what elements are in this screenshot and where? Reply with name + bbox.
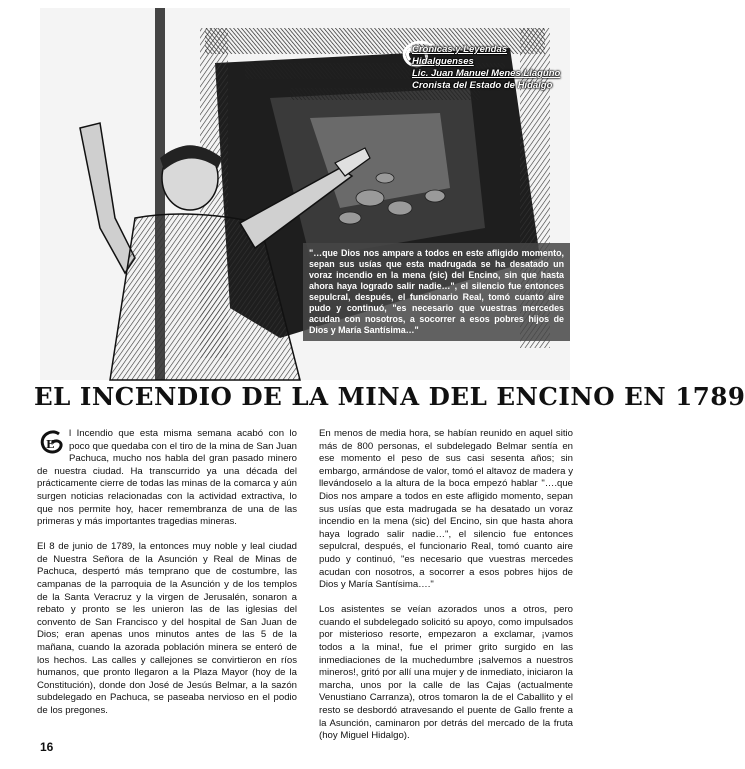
column-left <box>37 428 297 730</box>
author-role: Cronista del Estado de Hidalgo <box>412 80 553 91</box>
paragraph: E l Incendio que esta misma semana acabó con lo poco que quedaba con el tiro de la mina de San Juan Pachuca, mucho nos habla del gran pasado minero de nuestra ciudad. Ha transcurrido ya una década del prácticamente cierre de todas las minas de la comarca y aún surgen noticias relacionadas con la actividad extractiva, lo que nos permite hoy, hacer remembranza de una de las primeras y más importantes tragedias mineras. <box>37 428 297 528</box>
article-title: EL INCENDIO DE LA MINA DEL ENCINO EN 1789 <box>34 382 745 411</box>
paragraph: Los asistentes se veían azorados unos a otros, pero cuando el subdelegado solicitó su apoyo, como impulsados por misterioso resorte, empezaron a exclamar, ¡vamos todos a la mina!, fue el primer grito surgido en las inmediaciones de la muchedumbre ¡salvemos a nuestros mineros!, gritó por allí una mujer y de inmediato, iniciaron la marcha, unos por la calle de las Cajas (actualmente Venustiano Carranza), otros tomaron la de el Caballito y el resto se desbordó atravesando el puente de Gallo frente a la Asunción, caminaron por detrás del mercado de la fruta (hoy Miguel Hidalgo). <box>319 604 573 742</box>
svg-text:E: E <box>46 438 55 451</box>
author-name: Lic. Juan Manuel Menes Llaguno <box>412 68 561 79</box>
pull-quote: "…que Dios nos ampare a todos en este afligido momento, sepan sus usías que esta madrugada se ha desatado un voraz incendio en la mena (sic) del Encino, sin que hasta ahora haya logrado salir nadie…", el silencio fue entonces sepulcral, después, el funcionario Real, tomó cuanto aire pudo y continuó, "es necesario que vuestras mercedes acudan con nosotros, a socorrer a esos pobres hijos de Dios y María Santísima…" <box>303 243 570 341</box>
paragraph: En menos de media hora, se habían reunido en aquel sitio más de 800 personas, el subdelegado Belmar sentía en ese momento el peso de sus casi sesenta años; sin embargo, armándose de valor, tomó el altavoz de madera y llevándoselo a la altura de la boca empezó hablar "….que Dios nos ampare a todos en este afligido momento, sepan sus usías que esta madrugada se ha desatado un voraz incendio en la mena (sic) del Encino, sin que hasta ahora haya logrado salir nadie…", el silencio fue entonces sepulcral, después, el funcionario Real, tomó cuanto aire pudo y continuó, "es necesario que vuestras mercedes acudan con nosotros, a socorrer a esos pobres hijos de Dios y María Santísima…." <box>319 428 573 591</box>
dropcap-swirl-icon <box>37 428 65 456</box>
paragraph: El 8 de junio de 1789, la entonces muy noble y leal ciudad de Nuestra Señora de la Asunción y Real de Minas de Pachuca, despertó más temprano que de costumbre, las campanas de la parroquia de la Asunción y de los templos de la Santa Veracruz y la virgen de Jerusalén, sonaron a rebato y pronto se les unieron las de las iglesias del convento de San Francisco y del hospital de San Juan de Dios; eran apenas unos minutos antes de las 5 de la mañana, cuando la azorada población minera se enteró de los hechos. Las calles y callejones se convirtieron en ríos humanos, que pronto llegaron a la Plaza Mayor (hoy de la Constitución), donde don José de Jesús Belmar, a la sazón subdelegado en Pachuca, se paseaba nervioso en el podio de los pregones. <box>37 541 297 716</box>
page-number: 16 <box>40 740 54 754</box>
author-credits <box>412 44 562 92</box>
series-title: Crónicas y Leyendas Hidalguenses <box>412 44 508 67</box>
column-right <box>319 428 573 755</box>
